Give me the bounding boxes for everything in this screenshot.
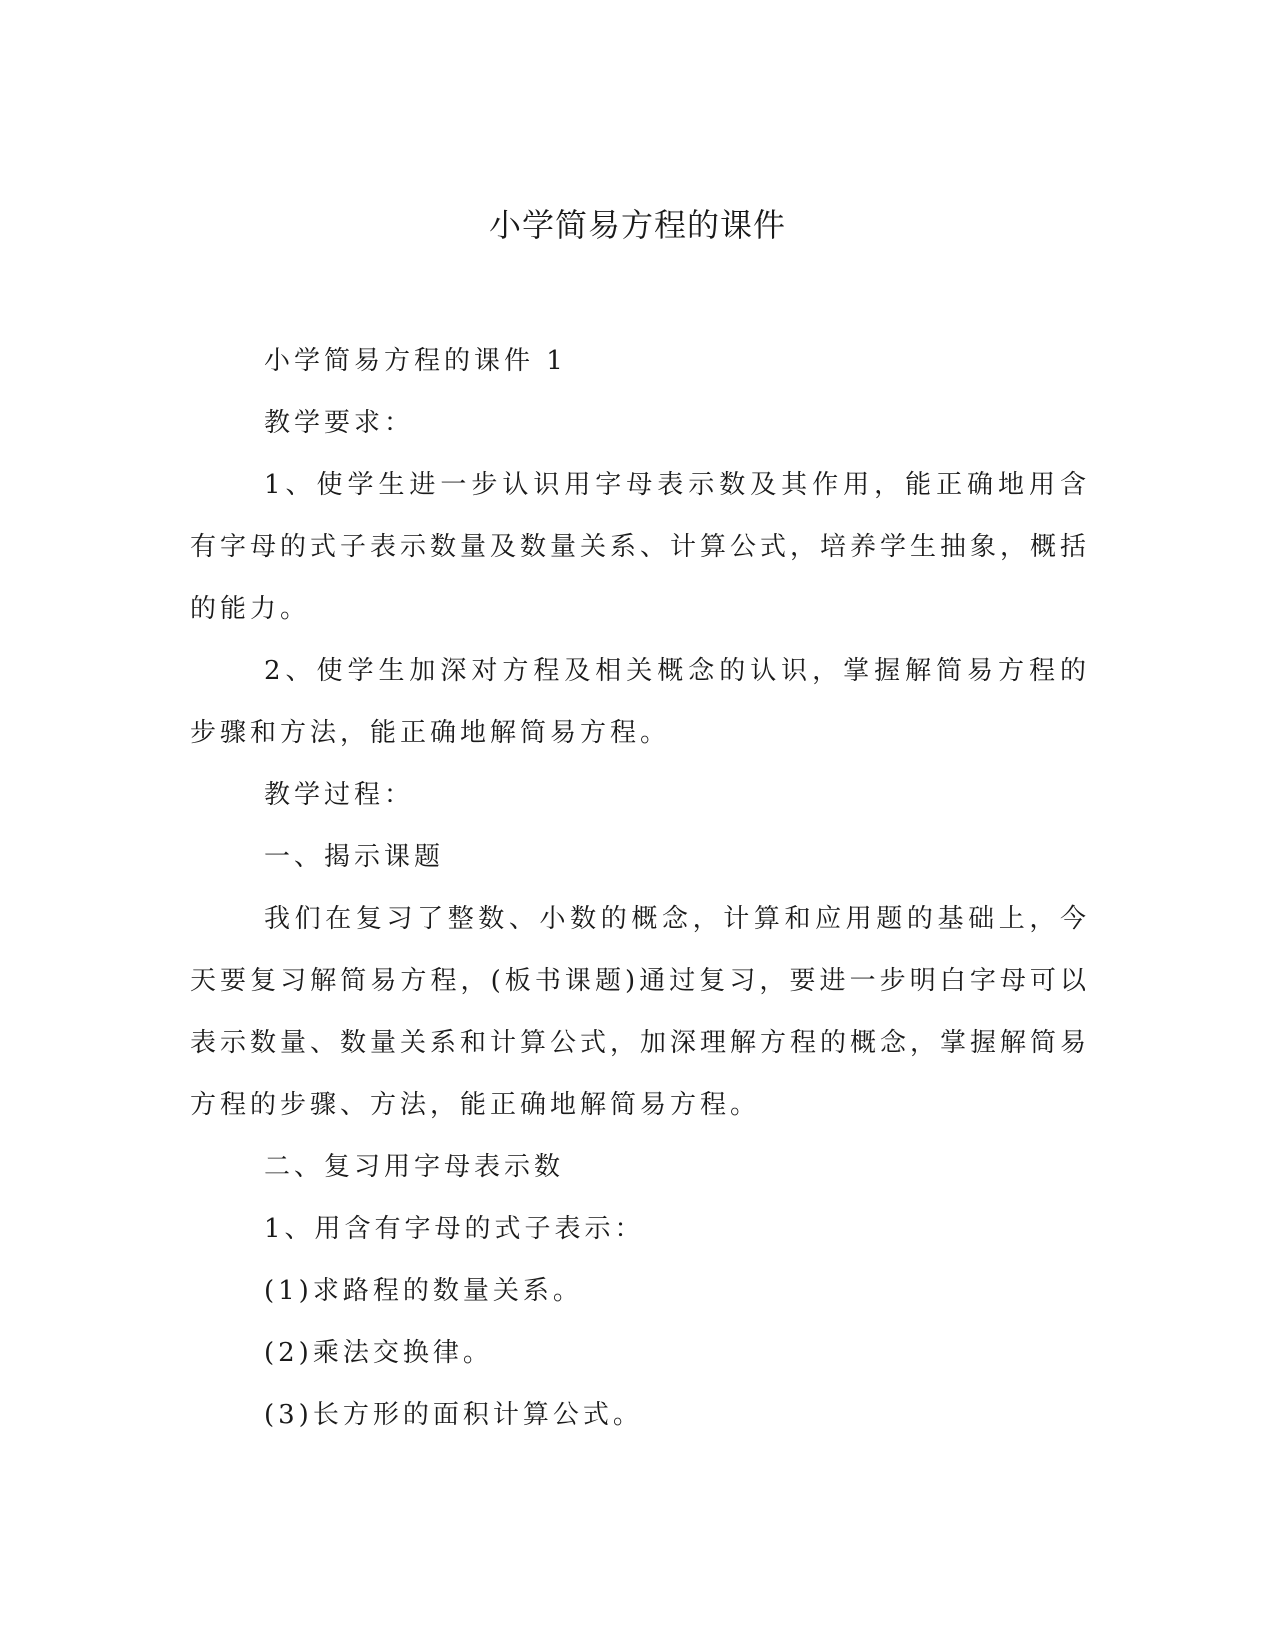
- paragraph-section-1: 一、揭示课题: [264, 842, 445, 872]
- paragraph-section-2: 二、复习用字母表示数: [264, 1152, 565, 1182]
- paragraph-item-1: (1)求路程的数量关系。: [264, 1276, 583, 1306]
- paragraph-teaching-process: 教学过程：: [264, 780, 415, 810]
- paragraph-teaching-requirements: 教学要求：: [264, 408, 415, 438]
- paragraph-item-2: (2)乘法交换律。: [264, 1338, 493, 1368]
- paragraph-exercise-1: 1、用含有字母的式子表示：: [264, 1214, 645, 1244]
- paragraph-introduction: 我们在复习了整数、小数的概念，计算和应用题的基础上，今天要复习解简易方程，(板书课题)通过复习，要进一步明白字母可以表示数量、数量关系和计算公式，加深理解方程的概念，掌握解简易方程的步骤、方法，能正确地解简易方程。: [190, 904, 1091, 1120]
- paragraph-requirement-1: 1、使学生进一步认识用字母表示数及其作用，能正确地用含有字母的式子表示数量及数量关系、计算公式，培养学生抽象，概括的能力。: [190, 470, 1091, 624]
- document-title: 小学简易方程的课件: [488, 206, 786, 244]
- paragraph-item-3: (3)长方形的面积计算公式。: [264, 1400, 643, 1430]
- paragraph-heading: 小学简易方程的课件 1: [264, 346, 567, 376]
- document-body: [190, 330, 1090, 1446]
- paragraph-requirement-2: 2、使学生加深对方程及相关概念的认识，掌握解简易方程的步骤和方法，能正确地解简易方程。: [190, 656, 1090, 748]
